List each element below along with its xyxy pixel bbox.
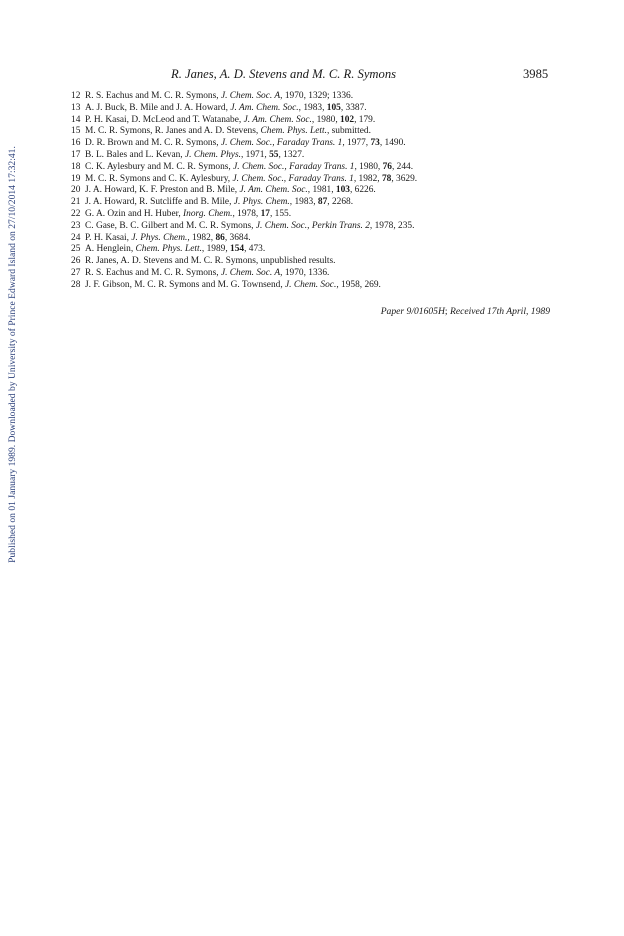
reference-item [71,162,561,174]
reference-segment: P. H. Kasai, [85,232,132,243]
reference-segment: , 179. [354,114,376,125]
reference-number: 25 [71,244,81,255]
reference-number: 16 [71,138,81,149]
reference-item [71,115,561,127]
reference-segment: , 1981, [307,185,336,196]
reference-number: 28 [71,279,81,290]
reference-segment: , 1983, [289,197,318,208]
reference-segment: , 244. [391,161,414,172]
reference-segment: , 1970, 1336. [280,267,330,278]
volume-number: 103 [335,185,350,196]
reference-item [71,244,561,256]
reference-segment: , 1982, [187,232,216,243]
reference-item [71,233,561,245]
journal-name: J. Phys. Chem. [131,232,188,243]
volume-number: 102 [340,114,355,125]
paper-footer [381,306,550,317]
volume-number: 76 [382,161,392,172]
reference-text [85,174,417,186]
reference-text [85,115,375,127]
reference-segment: J. A. Howard, R. Sutcliffe and B. Mile, [85,197,234,208]
reference-number: 22 [71,208,81,219]
journal-name: J. Chem. Soc. A [220,91,281,101]
reference-text [85,138,406,150]
reference-number: 17 [71,149,81,160]
running-title: R. Janes, A. D. Stevens and M. C. R. Symons [171,67,397,81]
journal-name: J. Am. Chem. Soc. [230,102,299,113]
reference-segment: , 1980, [354,161,383,172]
reference-segment: , 1958, 269. [336,279,381,290]
reference-segment: P. H. Kasai, D. McLeod and T. Watanabe, [85,114,244,125]
download-notice-text: Published on 01 January 1989. Downloaded by University of Prince Edward Island on 27/10/2014 17:32:41. [6,145,18,563]
footer-separator: ; [444,306,450,317]
reference-segment: A. Henglein, [85,244,136,255]
reference-item [71,256,561,268]
received-date: Received 17th April, 1989 [450,306,550,317]
reference-text [85,233,251,245]
reference-segment: G. A. Ozin and H. Huber, [85,208,184,219]
reference-segment: J. F. Gibson, M. C. R. Symons and M. G. Townsend, [85,279,286,290]
reference-text [85,91,353,103]
reference-segment: M. C. R. Symons and C. K. Aylesbury, [85,173,233,184]
reference-text [85,268,329,280]
reference-segment: , 1978, 235. [369,220,415,231]
journal-name: J. Chem. Soc., Perkin Trans. 2 [255,220,370,231]
reference-segment: R. Janes, A. D. Stevens and M. C. R. Symons, unpublished results. [85,256,336,267]
reference-segment: B. L. Bales and L. Kevan, [85,149,185,160]
reference-segment: , 1978, [232,208,261,219]
volume-number: 17 [260,208,270,219]
reference-segment: D. R. Brown and M. C. R. Symons, [85,138,221,149]
reference-item [71,150,561,162]
reference-item [71,209,561,221]
reference-segment: , 1982, [353,173,382,184]
reference-segment: R. S. Eachus and M. C. R. Symons, [85,267,221,278]
reference-number: 23 [71,220,81,231]
volume-number: 86 [215,232,225,243]
reference-item [71,103,561,115]
reference-segment: , 1983, [298,102,327,113]
journal-name: J. Chem. Soc. [285,279,337,290]
reference-text [85,209,291,221]
reference-item [71,138,561,150]
reference-item [71,174,561,186]
volume-number: 73 [370,138,380,149]
reference-segment: , submitted. [326,126,371,137]
journal-name: J. Chem. Soc. A [220,267,281,278]
journal-name: J. Chem. Soc., Faraday Trans. 1 [220,138,343,149]
reference-number: 12 [71,91,81,101]
reference-segment: J. A. Howard, K. F. Preston and B. Mile, [85,185,240,196]
reference-number: 24 [71,232,81,243]
reference-segment: , 155. [269,208,292,219]
reference-segment: A. J. Buck, B. Mile and J. A. Howard, [85,102,231,113]
reference-segment: , 1327. [278,149,305,160]
volume-number: 87 [317,197,328,208]
reference-text [85,185,376,197]
reference-segment: , 1971, [240,149,270,160]
reference-number: 15 [71,126,81,137]
reference-text [85,280,381,292]
journal-name: J. Phys. Chem. [233,197,290,208]
reference-segment: M. C. R. Symons, R. Janes and A. D. Stevens, [85,126,261,137]
reference-text [85,256,336,268]
reference-text [85,126,371,138]
reference-segment: , 1977, [342,138,371,149]
reference-segment: , 2268. [327,197,354,208]
reference-segment: R. S. Eachus and M. C. R. Symons, [85,91,221,101]
volume-number: 105 [326,102,341,113]
journal-name: J. Chem. Soc., Faraday Trans. 1 [233,161,355,172]
reference-item [71,126,561,138]
reference-segment: , 1989, [201,244,231,255]
reference-number: 26 [71,256,81,267]
reference-item [71,185,561,197]
reference-number: 21 [71,197,81,208]
reference-item [71,221,561,233]
reference-segment: , 3387. [340,102,367,113]
reference-text [85,162,413,174]
reference-text [85,197,353,209]
reference-segment: , 3684. [224,232,251,243]
volume-number: 55 [269,149,279,160]
volume-number: 78 [381,173,392,184]
journal-name: J. Chem. Phys. [184,149,241,160]
volume-number: 154 [230,244,245,255]
reference-text [85,221,414,233]
reference-number: 13 [71,102,81,113]
reference-segment: , 1980, [311,114,341,125]
journal-name: Chem. Phys. Lett. [135,244,202,255]
reference-number: 19 [71,173,81,184]
reference-item [71,268,561,280]
reference-segment: , 6226. [349,185,376,196]
journal-name: J. Am. Chem. Soc. [239,185,308,196]
reference-segment: , 3629. [391,173,418,184]
reference-text [85,244,265,256]
reference-number: 27 [71,267,81,278]
reference-text [85,103,367,115]
reference-segment: , 473. [244,244,266,255]
reference-number: 18 [71,161,81,172]
reference-number: 14 [71,114,81,125]
reference-item [71,197,561,209]
reference-list [71,91,561,292]
journal-name: Chem. Phys. Lett. [260,126,327,137]
reference-item [71,280,561,292]
reference-item [71,91,561,103]
journal-name: J. Chem. Soc., Faraday Trans. 1 [232,173,354,184]
page-number: 3985 [523,67,549,81]
download-notice-sidebar [6,128,18,580]
paper-id: Paper 9/01605H [380,306,445,317]
reference-segment: C. Gase, B. C. Gilbert and M. C. R. Symons, [85,220,256,231]
page-header [0,67,624,83]
reference-segment: , 1970, 1329; 1336. [280,91,354,101]
reference-text [85,150,304,162]
reference-number: 20 [71,185,81,196]
journal-name: Inorg. Chem. [183,208,233,219]
reference-segment: C. K. Aylesbury and M. C. R. Symons, [85,161,234,172]
journal-name: J. Am. Chem. Soc. [243,114,312,125]
reference-segment: , 1490. [379,138,406,149]
